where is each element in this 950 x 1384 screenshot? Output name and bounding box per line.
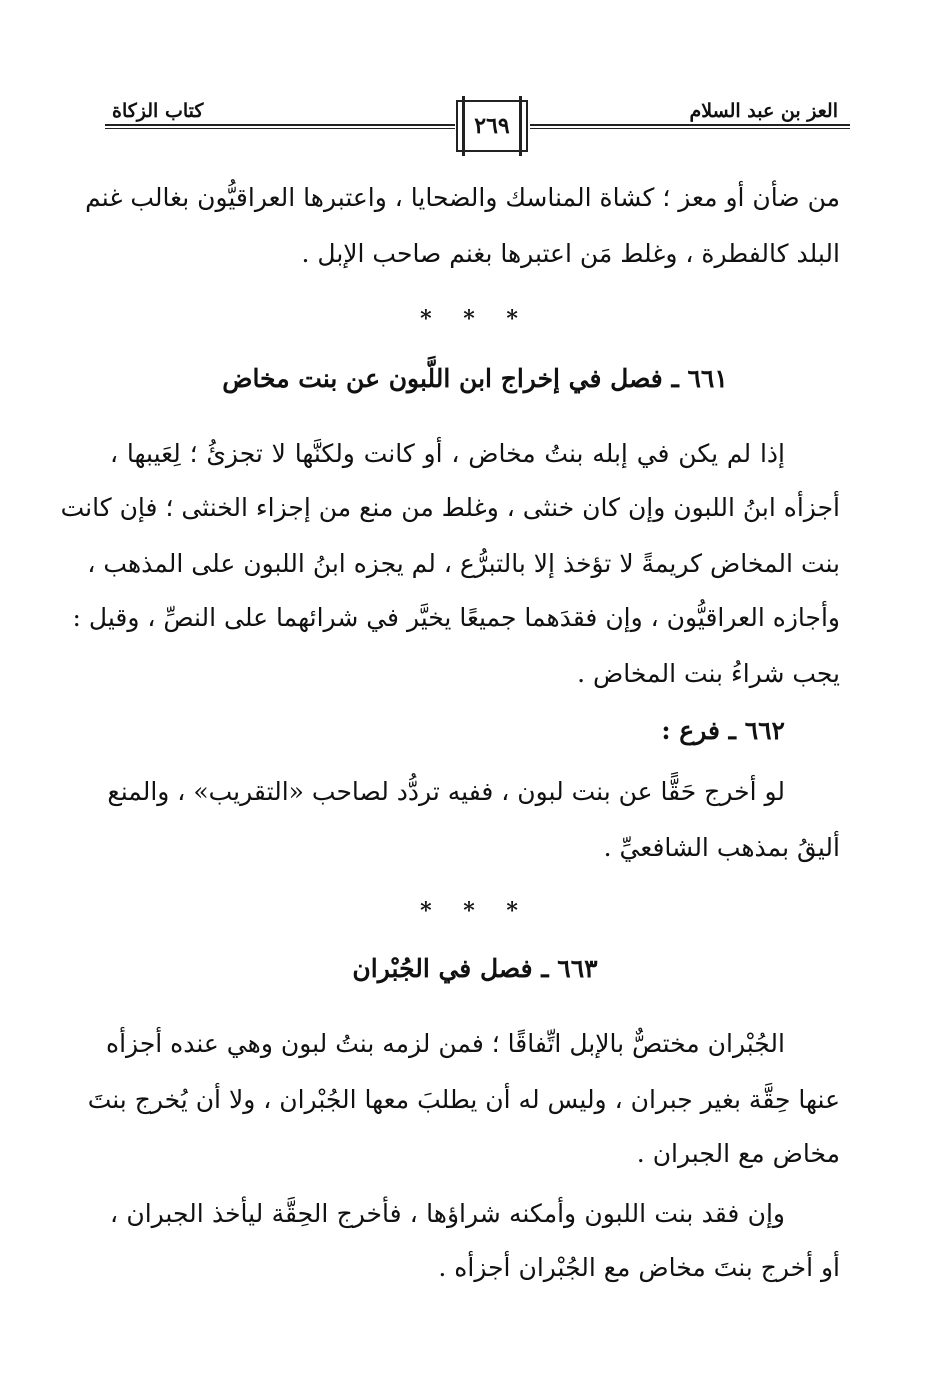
section-heading-663: ٦٦٣ ـ فصل في الجُبْران [352,954,598,983]
branch-heading-662: ٦٦٢ ـ فرع : [661,716,785,745]
header-rule [530,124,850,126]
page-number: ٢٦٩ [474,113,510,139]
text-line: أو أخرج بنتَ مخاض مع الجُبْران أجزأه . [438,1253,840,1282]
text-line: الجُبْران مختصٌّ بالإبل اتِّفاقًا ؛ فمن لزمه بنتُ لبون وهي عنده أجزأه [105,1029,785,1058]
text-line: إذا لم يكن في إبله بنتُ مخاض ، أو كانت ولكنَّها لا تجزئُ ؛ لِعَيبها ، [110,439,785,468]
text-line: مخاض مع الجبران . [636,1139,840,1168]
header-rule [530,128,850,129]
header-rule [105,124,455,126]
section-heading-661: ٦٦١ ـ فصل في إخراج ابن اللَّبون عن بنت مخاض [222,364,728,393]
running-header-book: كتاب الزكاة [112,100,204,122]
running-header-author: العز بن عبد السلام [689,100,838,122]
text-line: البلد كالفطرة ، وغلط مَن اعتبرها بغنم صاحب الإبل . [301,239,840,268]
text-line: من ضأن أو معز ؛ كشاة المناسك والضحايا ، واعتبرها العراقيُّون بغالب غنم [85,183,840,212]
text-line: وإن فقد بنت اللبون وأمكنه شراؤها ، فأخرج الحِقَّة ليأخذ الجبران ، [110,1199,785,1228]
page-number-box [456,100,528,152]
text-line: أليقُ بمذهب الشافعيِّ . [603,833,840,862]
text-line: عنها حِقَّة بغير جبران ، وليس له أن يطلبَ معها الجُبْران ، ولا أن يُخرج بنتَ [87,1085,840,1114]
text-line: أجزأه ابنُ اللبون وإن كان خنثى ، وغلط من منع من إجزاء الخنثى ؛ فإن كانت [60,493,840,522]
section-separator: * * * [420,898,530,924]
text-line: لو أخرج حَقًّا عن بنت لبون ، ففيه تردُّد لصاحب «التقريب» ، والمنع [107,777,785,806]
text-line: بنت المخاض كريمةً لا تؤخذ إلا بالتبرُّع ، لم يجزه ابنُ اللبون على المذهب ، [87,549,840,578]
header-rule [105,128,455,129]
section-separator: * * * [420,306,530,332]
text-line: وأجازه العراقيُّون ، وإن فقدَهما جميعًا يخيَّر في شرائهما على النصِّ ، وقيل : [72,603,840,632]
text-line: يجب شراءُ بنت المخاض . [577,659,840,688]
